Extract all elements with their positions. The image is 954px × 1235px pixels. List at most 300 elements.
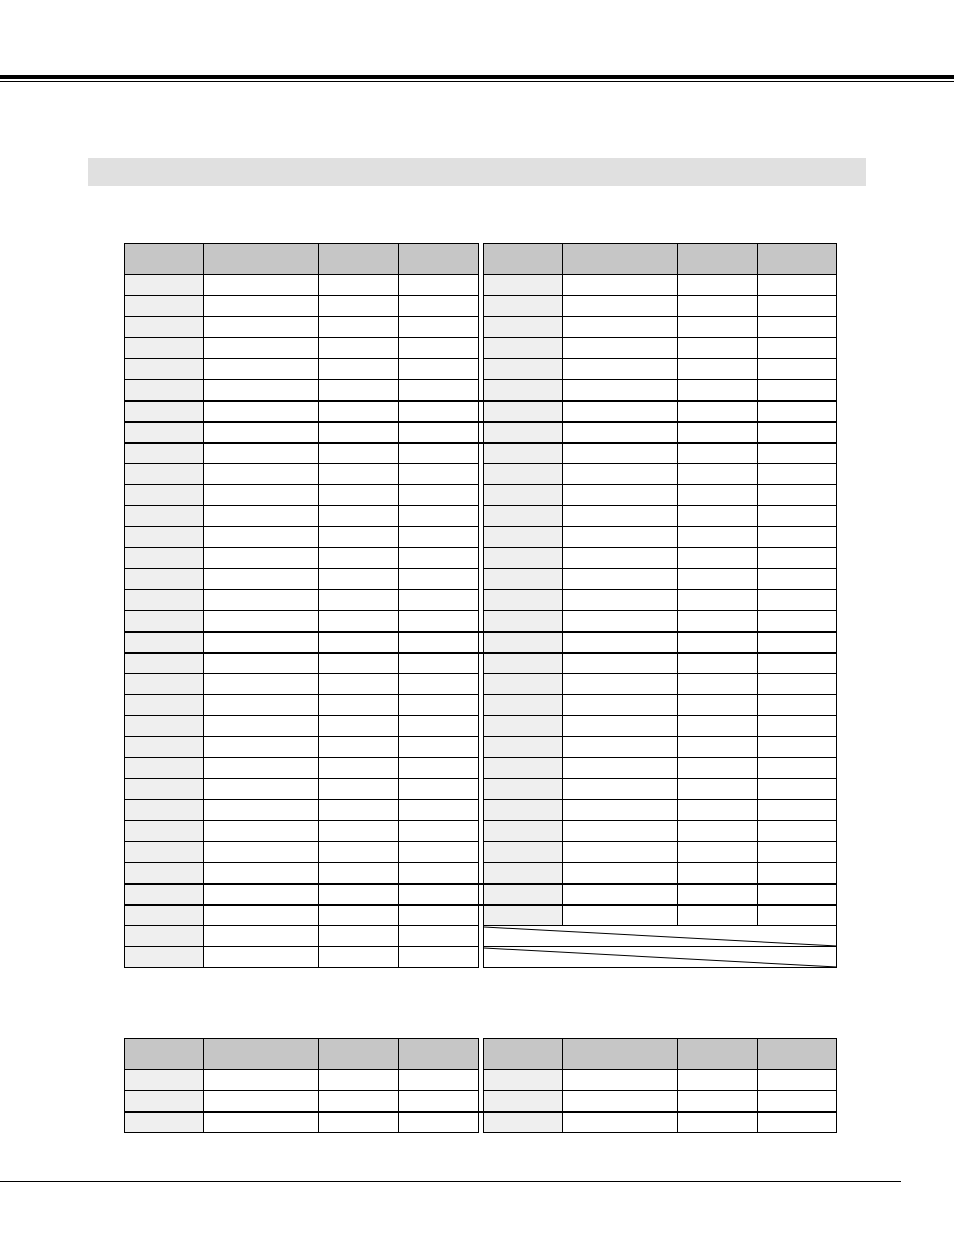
table-cell	[758, 632, 837, 653]
footer-rule	[0, 1181, 901, 1182]
table-cell	[563, 317, 678, 338]
table-cell	[678, 779, 758, 800]
table-cell	[758, 695, 837, 716]
table-row	[125, 884, 837, 905]
table-cell	[678, 296, 758, 317]
table-cell	[204, 359, 319, 380]
table-row	[125, 569, 837, 590]
column-header	[125, 1039, 204, 1070]
table-cell	[399, 1070, 479, 1091]
table-cell	[204, 653, 319, 674]
column-header	[484, 244, 563, 275]
table-cell	[484, 275, 563, 296]
table-cell	[484, 569, 563, 590]
table-cell	[399, 674, 479, 695]
table-row	[125, 653, 837, 674]
table-cell	[399, 317, 479, 338]
table-cell	[399, 338, 479, 359]
table-cell	[204, 569, 319, 590]
table-cell	[399, 527, 479, 548]
table-cell	[204, 506, 319, 527]
table-cell	[563, 296, 678, 317]
table-cell	[399, 569, 479, 590]
table-cell	[319, 947, 399, 968]
table-cell	[563, 401, 678, 422]
table-cell	[678, 674, 758, 695]
table-cell	[678, 380, 758, 401]
column-header	[319, 1039, 399, 1070]
table-cell	[125, 674, 204, 695]
table-cell	[678, 758, 758, 779]
table-cell	[563, 590, 678, 611]
diagonal-line	[484, 947, 837, 968]
table-cell	[125, 779, 204, 800]
header-rule-thin	[0, 81, 954, 82]
table-cell	[399, 1091, 479, 1112]
table-cell	[319, 422, 399, 443]
table-cell	[484, 800, 563, 821]
table-cell	[204, 947, 319, 968]
table-cell	[319, 758, 399, 779]
table-cell	[399, 821, 479, 842]
table-row	[125, 548, 837, 569]
table-cell	[484, 548, 563, 569]
column-header	[399, 244, 479, 275]
table-cell	[399, 464, 479, 485]
table-row	[125, 317, 837, 338]
table-header-row	[125, 244, 837, 275]
table-cell	[678, 653, 758, 674]
table-cell	[484, 674, 563, 695]
table-row	[125, 905, 837, 926]
table-cell	[758, 863, 837, 884]
table-row	[125, 716, 837, 737]
table-cell	[399, 380, 479, 401]
table-row	[125, 296, 837, 317]
table-cell	[678, 863, 758, 884]
table-cell	[484, 737, 563, 758]
table-cell	[484, 863, 563, 884]
table-cell	[563, 1070, 678, 1091]
table-cell	[563, 527, 678, 548]
table-cell	[125, 863, 204, 884]
table-cell	[563, 1112, 678, 1133]
table-cell	[399, 800, 479, 821]
table-cell	[204, 632, 319, 653]
table-cell	[399, 401, 479, 422]
table-cell	[678, 317, 758, 338]
table-row	[125, 863, 837, 884]
table-cell	[204, 317, 319, 338]
table-cell	[758, 422, 837, 443]
table-cell	[399, 905, 479, 926]
table-cell	[484, 653, 563, 674]
table-cell	[678, 800, 758, 821]
table-cell	[484, 695, 563, 716]
table-cell	[678, 569, 758, 590]
table-row	[125, 800, 837, 821]
column-header	[678, 244, 758, 275]
table-cell	[563, 695, 678, 716]
table-cell	[204, 800, 319, 821]
table-cell	[678, 842, 758, 863]
table-cell	[678, 905, 758, 926]
table-cell	[204, 737, 319, 758]
table-header-row	[125, 1039, 837, 1070]
table-cell	[484, 758, 563, 779]
table-cell	[319, 905, 399, 926]
table-cell	[563, 800, 678, 821]
table-cell	[319, 527, 399, 548]
table-cell	[484, 506, 563, 527]
column-header	[758, 1039, 837, 1070]
table-cell	[678, 1091, 758, 1112]
table-cell	[678, 506, 758, 527]
table-row	[125, 758, 837, 779]
table-cell	[758, 821, 837, 842]
table-cell	[319, 653, 399, 674]
table-cell	[678, 632, 758, 653]
column-header	[484, 1039, 563, 1070]
table-cell	[484, 359, 563, 380]
table-row	[125, 527, 837, 548]
table-cell	[319, 695, 399, 716]
table-cell	[399, 695, 479, 716]
table-cell	[319, 590, 399, 611]
table-cell	[758, 443, 837, 464]
table-cell	[678, 422, 758, 443]
table-cell	[399, 1112, 479, 1133]
table-cell	[758, 569, 837, 590]
table-cell	[319, 737, 399, 758]
table-cell	[319, 779, 399, 800]
table-cell	[125, 296, 204, 317]
table-cell	[125, 590, 204, 611]
table-cell	[563, 359, 678, 380]
table-cell	[319, 506, 399, 527]
table-cell	[484, 1070, 563, 1091]
table-cell	[125, 422, 204, 443]
table-cell	[319, 632, 399, 653]
table-cell	[204, 275, 319, 296]
table-cell	[125, 926, 204, 947]
table-cell	[125, 611, 204, 632]
table-cell	[399, 275, 479, 296]
table-cell	[484, 716, 563, 737]
table-cell	[563, 737, 678, 758]
table-cell	[563, 758, 678, 779]
table-row	[125, 401, 837, 422]
table-cell	[678, 611, 758, 632]
table-cell	[563, 779, 678, 800]
header-rule-thick	[0, 75, 954, 79]
table-cell	[758, 1070, 837, 1091]
table-cell	[204, 464, 319, 485]
table-cell	[204, 296, 319, 317]
table-cell	[758, 842, 837, 863]
table-cell	[399, 506, 479, 527]
table-cell	[399, 443, 479, 464]
table-cell	[204, 821, 319, 842]
column-header	[204, 244, 319, 275]
table-cell	[319, 821, 399, 842]
table-cell	[125, 737, 204, 758]
table-cell	[204, 926, 319, 947]
table-cell	[758, 485, 837, 506]
table-cell	[319, 863, 399, 884]
table-cell	[758, 317, 837, 338]
table-cell	[399, 716, 479, 737]
table-row	[125, 485, 837, 506]
table-row	[125, 380, 837, 401]
table-cell	[678, 464, 758, 485]
table-cell	[563, 275, 678, 296]
table-cell	[758, 758, 837, 779]
table-row	[125, 842, 837, 863]
table-cell	[399, 422, 479, 443]
table-cell	[399, 632, 479, 653]
table-cell	[758, 884, 837, 905]
table-cell	[758, 380, 837, 401]
table-cell	[125, 716, 204, 737]
table-cell	[758, 653, 837, 674]
table-cell	[204, 380, 319, 401]
table-cell	[399, 737, 479, 758]
table-cell	[563, 653, 678, 674]
table-cell	[399, 359, 479, 380]
table-cell	[399, 863, 479, 884]
table-cell	[758, 674, 837, 695]
table-cell	[125, 800, 204, 821]
table-row	[125, 590, 837, 611]
table-cell	[319, 1112, 399, 1133]
table-cell	[563, 422, 678, 443]
table-cell	[563, 338, 678, 359]
table-cell	[125, 485, 204, 506]
table-cell	[678, 548, 758, 569]
table-row	[125, 338, 837, 359]
table-cell	[484, 611, 563, 632]
table-cell	[563, 884, 678, 905]
section-title-bar	[88, 158, 866, 186]
table-row	[125, 506, 837, 527]
table-cell	[125, 905, 204, 926]
table-cell	[125, 359, 204, 380]
table-cell	[319, 317, 399, 338]
table-cell	[125, 338, 204, 359]
table-cell	[484, 443, 563, 464]
table-cell	[484, 905, 563, 926]
table-cell	[484, 338, 563, 359]
table-cell	[319, 401, 399, 422]
table-cell	[563, 548, 678, 569]
table-cell	[125, 569, 204, 590]
table-cell	[319, 611, 399, 632]
table-cell	[204, 443, 319, 464]
table-cell	[204, 422, 319, 443]
table-cell	[484, 296, 563, 317]
table-cell	[204, 716, 319, 737]
table-cell	[563, 632, 678, 653]
table-cell	[204, 548, 319, 569]
table-cell	[484, 884, 563, 905]
table-cell	[758, 296, 837, 317]
table-cell	[399, 653, 479, 674]
table-cell	[758, 527, 837, 548]
table-cell	[319, 296, 399, 317]
table-cell	[678, 884, 758, 905]
table-row	[125, 695, 837, 716]
table-cell	[563, 674, 678, 695]
table-row	[125, 737, 837, 758]
table-cell	[204, 338, 319, 359]
table-cell	[678, 1112, 758, 1133]
table-cell	[758, 359, 837, 380]
table-cell	[678, 359, 758, 380]
table-cell	[758, 506, 837, 527]
column-header	[399, 1039, 479, 1070]
table-cell	[399, 611, 479, 632]
table-cell	[125, 1091, 204, 1112]
table-cell	[319, 1070, 399, 1091]
table-cell	[399, 926, 479, 947]
table-cell	[319, 464, 399, 485]
table-cell	[399, 779, 479, 800]
table-cell	[758, 275, 837, 296]
table-cell	[125, 380, 204, 401]
table-cell	[484, 590, 563, 611]
table-cell	[319, 443, 399, 464]
table-cell	[125, 1112, 204, 1133]
table-cell	[758, 800, 837, 821]
table-row	[125, 443, 837, 464]
secondary-table	[124, 1038, 837, 1133]
empty-cell-strike	[484, 947, 837, 968]
table-cell	[399, 884, 479, 905]
column-header	[758, 244, 837, 275]
table-cell	[319, 716, 399, 737]
table-cell	[563, 842, 678, 863]
table-cell	[125, 695, 204, 716]
table-cell	[758, 737, 837, 758]
table-cell	[399, 590, 479, 611]
table-cell	[204, 590, 319, 611]
table-cell	[484, 1112, 563, 1133]
table-cell	[758, 611, 837, 632]
table-row	[125, 1091, 837, 1112]
table-cell	[484, 527, 563, 548]
table-cell	[204, 884, 319, 905]
table-row	[125, 359, 837, 380]
table-cell	[125, 1070, 204, 1091]
column-header	[563, 1039, 678, 1070]
table-cell	[125, 653, 204, 674]
table-cell	[484, 632, 563, 653]
table-cell	[758, 716, 837, 737]
table-cell	[204, 485, 319, 506]
table-cell	[758, 464, 837, 485]
table-cell	[204, 695, 319, 716]
table-cell	[484, 821, 563, 842]
table-row	[125, 464, 837, 485]
table-cell	[125, 632, 204, 653]
table-cell	[678, 485, 758, 506]
table-cell	[319, 842, 399, 863]
table-cell	[678, 716, 758, 737]
column-header	[319, 244, 399, 275]
table-cell	[399, 758, 479, 779]
diagonal-line	[484, 926, 837, 947]
table-cell	[563, 611, 678, 632]
table-row	[125, 275, 837, 296]
table-cell	[319, 884, 399, 905]
table-cell	[319, 800, 399, 821]
table-cell	[204, 1091, 319, 1112]
table-cell	[125, 527, 204, 548]
table-cell	[204, 527, 319, 548]
table-cell	[319, 275, 399, 296]
table-cell	[758, 1091, 837, 1112]
table-cell	[319, 548, 399, 569]
table-cell	[204, 674, 319, 695]
table-cell	[678, 338, 758, 359]
table-cell	[125, 947, 204, 968]
table-cell	[319, 338, 399, 359]
table-cell	[563, 443, 678, 464]
table-cell	[678, 821, 758, 842]
table-cell	[319, 359, 399, 380]
table-cell	[678, 590, 758, 611]
table-cell	[204, 758, 319, 779]
table-cell	[678, 527, 758, 548]
table-cell	[125, 443, 204, 464]
table-cell	[484, 422, 563, 443]
table-cell	[758, 590, 837, 611]
table-cell	[484, 317, 563, 338]
table-cell	[484, 401, 563, 422]
table-cell	[399, 842, 479, 863]
table-cell	[563, 905, 678, 926]
table-cell	[319, 926, 399, 947]
table-cell	[399, 296, 479, 317]
table-cell	[125, 548, 204, 569]
table-cell	[204, 905, 319, 926]
table-cell	[484, 1091, 563, 1112]
table-cell	[563, 464, 678, 485]
table-cell	[125, 758, 204, 779]
column-header	[678, 1039, 758, 1070]
table-cell	[678, 275, 758, 296]
table-cell	[125, 506, 204, 527]
table-row	[125, 947, 837, 968]
table-cell	[758, 779, 837, 800]
table-cell	[484, 380, 563, 401]
table-cell	[484, 842, 563, 863]
table-cell	[484, 779, 563, 800]
table-cell	[319, 1091, 399, 1112]
table-cell	[678, 695, 758, 716]
column-header	[204, 1039, 319, 1070]
table-cell	[125, 317, 204, 338]
table-cell	[758, 338, 837, 359]
table-cell	[125, 464, 204, 485]
table-row	[125, 821, 837, 842]
table-cell	[563, 716, 678, 737]
table-row	[125, 779, 837, 800]
table-cell	[399, 485, 479, 506]
table-cell	[563, 485, 678, 506]
table-cell	[319, 380, 399, 401]
